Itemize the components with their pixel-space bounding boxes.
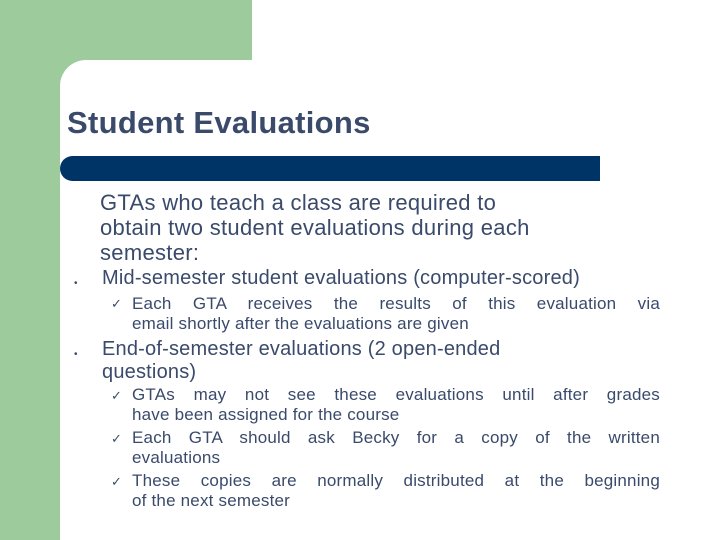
bullet-marker: •: [74, 349, 78, 360]
intro-line: obtain two student evaluations during each: [100, 215, 530, 240]
bullet-marker: •: [74, 278, 78, 289]
checkmark-icon: ✓: [111, 388, 122, 403]
subitem-ask-becky: [132, 428, 660, 467]
intro-paragraph: [100, 190, 660, 265]
bullet-text: questions): [102, 361, 197, 383]
bullet-text: End-of-semester evaluations (2 open-ended: [102, 338, 501, 360]
slide-title: Student Evaluations: [67, 105, 371, 140]
subitem-text: of the next semester: [132, 490, 291, 510]
subitem-text: These copies are normally distributed at the beginning: [132, 471, 660, 490]
subitem-text: have been assigned for the course: [132, 404, 400, 424]
intro-line: semester:: [100, 240, 200, 265]
subitem-text: Each GTA receives the results of this evaluation via: [132, 294, 660, 313]
subitem-copies-distributed: [132, 471, 660, 510]
checkmark-icon: ✓: [111, 296, 122, 311]
subitem-text: evaluations: [132, 447, 221, 467]
subitem-results-via-email: [132, 294, 660, 333]
bullet-item-mid-semester: [102, 267, 662, 290]
subitem-gtas-may-not-see: [132, 385, 660, 424]
checkmark-icon: ✓: [111, 474, 122, 489]
subitem-text: email shortly after the evaluations are given: [132, 313, 469, 333]
subitem-text: GTAs may not see these evaluations until after grades: [132, 385, 660, 404]
subitem-text: Each GTA should ask Becky for a copy of the written: [132, 428, 660, 447]
intro-line: GTAs who teach a class are required to: [100, 190, 497, 215]
checkmark-icon: ✓: [111, 431, 122, 446]
bullet-item-end-of-semester: [102, 338, 662, 384]
bullet-text: Mid-semester student evaluations (computer-scored): [102, 267, 580, 289]
title-underline-bar: [60, 156, 600, 181]
